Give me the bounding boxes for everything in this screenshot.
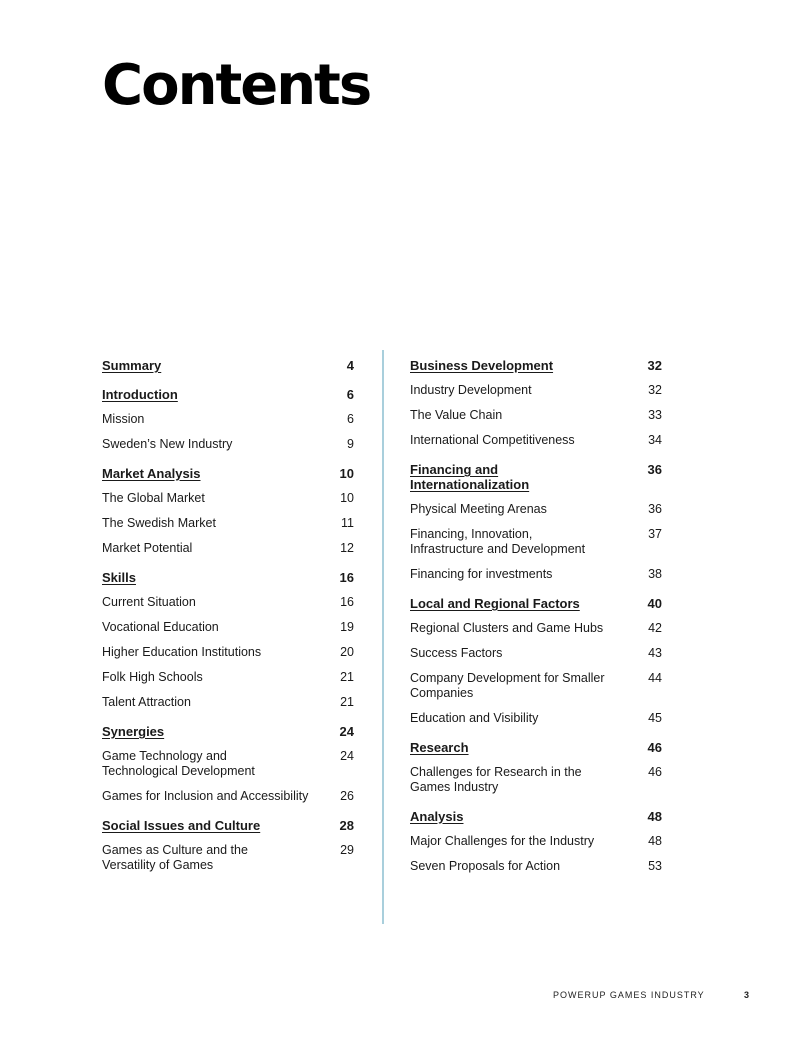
toc-section-title[interactable]: Research bbox=[410, 740, 469, 755]
toc-entry[interactable] bbox=[410, 502, 662, 517]
toc-entry[interactable] bbox=[102, 789, 354, 804]
toc-entry-page-number: 33 bbox=[648, 408, 662, 422]
toc-entry[interactable] bbox=[410, 527, 662, 557]
toc-entry-page-number: 24 bbox=[340, 749, 354, 763]
toc-section bbox=[102, 387, 354, 452]
toc-entry-page-number: 46 bbox=[648, 765, 662, 779]
toc-section-heading[interactable] bbox=[102, 466, 354, 481]
toc-entry[interactable] bbox=[410, 834, 662, 849]
toc-entry-page-number: 32 bbox=[648, 383, 662, 397]
toc-entry-page-number: 34 bbox=[648, 433, 662, 447]
toc-section-page-number: 6 bbox=[346, 387, 354, 402]
toc-entry-label[interactable]: Folk High Schools bbox=[102, 670, 203, 684]
toc-entry-page-number: 20 bbox=[340, 645, 354, 659]
toc-section bbox=[102, 724, 354, 804]
toc-section-title[interactable]: Market Analysis bbox=[102, 466, 201, 481]
toc-entry-page-number: 43 bbox=[648, 646, 662, 660]
toc-section-heading[interactable] bbox=[410, 596, 662, 611]
toc-entry[interactable] bbox=[102, 516, 354, 531]
toc-section-heading[interactable] bbox=[102, 570, 354, 585]
toc-entry[interactable] bbox=[410, 433, 662, 448]
toc-entry[interactable] bbox=[410, 671, 662, 701]
toc-section-page-number: 48 bbox=[647, 809, 662, 824]
toc-entry-page-number: 42 bbox=[648, 621, 662, 635]
toc-entry[interactable] bbox=[102, 645, 354, 660]
toc-entry[interactable] bbox=[102, 749, 354, 779]
toc-entry-page-number: 21 bbox=[340, 695, 354, 709]
toc-section bbox=[102, 358, 354, 373]
toc-entry-label[interactable]: The Global Market bbox=[102, 491, 205, 505]
toc-entry-page-number: 44 bbox=[648, 671, 662, 685]
toc-entry-page-number: 48 bbox=[648, 834, 662, 848]
toc-entry-label[interactable]: Regional Clusters and Game Hubs bbox=[410, 621, 604, 635]
toc-entry[interactable] bbox=[410, 711, 662, 726]
toc-entry[interactable] bbox=[102, 670, 354, 685]
toc-entry-label[interactable]: Games for Inclusion and Accessibility bbox=[102, 789, 309, 803]
footer-publication-label: POWERUP GAMES INDUSTRY bbox=[553, 990, 705, 1000]
toc-section-title[interactable]: Financing and Internationalization bbox=[410, 462, 530, 492]
toc-entry-label[interactable]: Vocational Education bbox=[102, 620, 219, 634]
toc-section-page-number: 46 bbox=[647, 740, 662, 755]
toc-entry-label[interactable]: Challenges for Research in the Games Industry bbox=[410, 765, 582, 794]
toc-section bbox=[102, 466, 354, 556]
toc-section bbox=[410, 809, 662, 874]
toc-section-title[interactable]: Local and Regional Factors bbox=[410, 596, 580, 611]
toc-entry-page-number: 6 bbox=[347, 412, 354, 426]
toc-section-heading[interactable] bbox=[410, 358, 662, 373]
toc-section-title[interactable]: Synergies bbox=[102, 724, 165, 739]
toc-entry-label[interactable]: The Swedish Market bbox=[102, 516, 216, 530]
toc-entry-page-number: 53 bbox=[648, 859, 662, 873]
toc-section-title[interactable]: Introduction bbox=[102, 387, 178, 402]
toc-entry-page-number: 19 bbox=[340, 620, 354, 634]
toc-section-heading[interactable] bbox=[102, 818, 354, 833]
toc-entry-page-number: 45 bbox=[648, 711, 662, 725]
page-title: Contents bbox=[102, 53, 371, 118]
toc-section-page-number: 16 bbox=[339, 570, 354, 585]
toc-entry-label[interactable]: International Competitiveness bbox=[410, 433, 575, 447]
toc-entry-label[interactable]: Market Potential bbox=[102, 541, 193, 555]
toc-section bbox=[410, 462, 662, 582]
toc-entry-label[interactable]: Seven Proposals for Action bbox=[410, 859, 561, 873]
toc-entry-label[interactable]: Games as Culture and the Versatility of Games bbox=[102, 843, 248, 872]
toc-section-heading[interactable] bbox=[102, 358, 354, 373]
toc-section bbox=[410, 740, 662, 795]
toc-entry[interactable] bbox=[102, 491, 354, 506]
toc-entry[interactable] bbox=[102, 843, 354, 873]
toc-section-page-number: 32 bbox=[647, 358, 662, 373]
toc-section bbox=[102, 818, 354, 873]
toc-entry[interactable] bbox=[102, 437, 354, 452]
toc-entry-page-number: 37 bbox=[648, 527, 662, 541]
toc-entry-label[interactable]: Financing, Innovation, Infrastructure and Development bbox=[410, 527, 586, 556]
toc-section-title[interactable]: Summary bbox=[102, 358, 162, 373]
toc-section-page-number: 4 bbox=[346, 358, 354, 373]
toc-section-heading[interactable] bbox=[102, 387, 354, 402]
toc-entry-label[interactable]: Game Technology and Technological Development bbox=[102, 749, 255, 778]
toc-entry-page-number: 21 bbox=[340, 670, 354, 684]
toc-section-heading[interactable] bbox=[410, 462, 662, 492]
toc-section bbox=[410, 358, 662, 448]
toc-left-column bbox=[102, 358, 354, 887]
toc-entry-label[interactable]: Success Factors bbox=[410, 646, 503, 660]
toc-section-title[interactable]: Social Issues and Culture bbox=[102, 818, 261, 833]
toc-entry-label[interactable]: Current Situation bbox=[102, 595, 196, 609]
toc-section-heading[interactable] bbox=[410, 740, 662, 755]
toc-section-title[interactable]: Analysis bbox=[410, 809, 464, 824]
toc-entry-label[interactable]: The Value Chain bbox=[410, 408, 503, 422]
toc-entry[interactable] bbox=[102, 412, 354, 427]
toc-section-page-number: 40 bbox=[647, 596, 662, 611]
toc-entry[interactable] bbox=[410, 765, 662, 795]
toc-entry[interactable] bbox=[410, 408, 662, 423]
toc-entry-page-number: 38 bbox=[648, 567, 662, 581]
toc-section bbox=[410, 596, 662, 726]
toc-entry-page-number: 12 bbox=[340, 541, 354, 555]
toc-section-title[interactable]: Skills bbox=[102, 570, 136, 585]
column-divider bbox=[382, 350, 384, 924]
toc-entry-page-number: 9 bbox=[347, 437, 354, 451]
toc-entry-label[interactable]: Education and Visibility bbox=[410, 711, 539, 725]
toc-section-page-number: 10 bbox=[339, 466, 354, 481]
toc-entry-page-number: 29 bbox=[340, 843, 354, 857]
toc-entry-page-number: 11 bbox=[341, 516, 354, 530]
toc-entry-label[interactable]: Higher Education Institutions bbox=[102, 645, 262, 659]
toc-section bbox=[102, 570, 354, 710]
toc-entry[interactable] bbox=[410, 859, 662, 874]
toc-entry-page-number: 10 bbox=[340, 491, 354, 505]
toc-entry-page-number: 36 bbox=[648, 502, 662, 516]
toc-entry[interactable] bbox=[410, 646, 662, 661]
toc-section-page-number: 28 bbox=[339, 818, 354, 833]
footer-page-number: 3 bbox=[744, 990, 751, 1000]
toc-entry-label[interactable]: Company Development for Smaller Companies bbox=[410, 671, 605, 700]
toc-entry-label[interactable]: Industry Development bbox=[410, 383, 532, 397]
toc-entry-label[interactable]: Major Challenges for the Industry bbox=[410, 834, 595, 848]
toc-right-column bbox=[410, 358, 662, 888]
toc-section-heading[interactable] bbox=[102, 724, 354, 739]
toc-entry-page-number: 26 bbox=[340, 789, 354, 803]
toc-section-page-number: 36 bbox=[647, 462, 662, 477]
toc-entry-label[interactable]: Financing for investments bbox=[410, 567, 553, 581]
toc-entry[interactable] bbox=[102, 541, 354, 556]
toc-entry-label[interactable]: Mission bbox=[102, 412, 145, 426]
toc-entry-label[interactable]: Talent Attraction bbox=[102, 695, 191, 709]
toc-section-title[interactable]: Business Development bbox=[410, 358, 554, 373]
toc-entry-page-number: 16 bbox=[340, 595, 354, 609]
toc-section-heading[interactable] bbox=[410, 809, 662, 824]
toc-entry[interactable] bbox=[410, 383, 662, 398]
toc-entry[interactable] bbox=[102, 620, 354, 635]
toc-entry[interactable] bbox=[102, 595, 354, 610]
toc-entry-label[interactable]: Physical Meeting Arenas bbox=[410, 502, 547, 516]
toc-section-page-number: 24 bbox=[339, 724, 354, 739]
toc-entry[interactable] bbox=[410, 621, 662, 636]
toc-entry[interactable] bbox=[102, 695, 354, 710]
toc-entry-label[interactable]: Sweden’s New Industry bbox=[102, 437, 233, 451]
toc-entry[interactable] bbox=[410, 567, 662, 582]
